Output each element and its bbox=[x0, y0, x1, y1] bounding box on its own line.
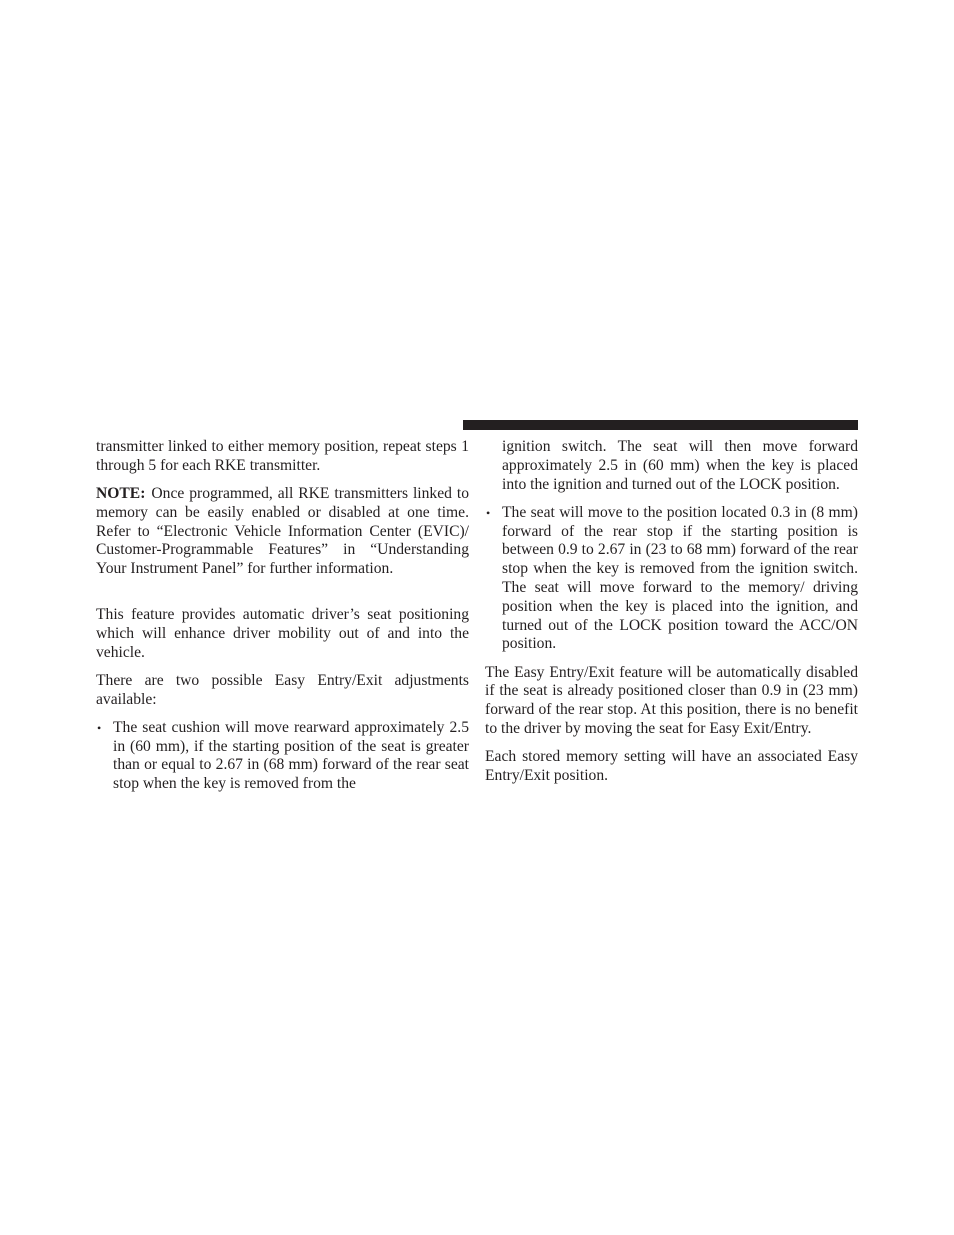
note-text: Once programmed, all RKE transmitters linked to memory can be easily enabled or disabled at one time. Refer to “Electronic Vehicle Information Center (EVIC)/ Customer-Programmable Features” in “Understanding Your Instrument Panel” for further information. bbox=[96, 484, 469, 578]
section-header-bar bbox=[463, 420, 858, 430]
adjustments-paragraph: There are two possible Easy Entry/Exit adjustments available: bbox=[96, 671, 469, 708]
continued-paragraph: transmitter linked to either memory position, repeat steps 1 through 5 for each RKE transmitter. bbox=[96, 438, 469, 474]
list-item-text: The seat will move to the position located 0.3 in (8 mm) forward of the rear stop if the starting position is between 0.9 to 2.67 in (23 to 68 mm) forward of the rear stop when the key is removed from the ignition switch. The seat will move forward to the memory/ driving position when the key is placed into the ignition, and turned out of the LOCK position toward the ACC/ON position. bbox=[502, 503, 858, 653]
bullet-icon: • bbox=[97, 720, 102, 735]
adjustments-list bbox=[96, 719, 469, 794]
left-column bbox=[96, 438, 469, 803]
bullet-continued-text: ignition switch. The seat will then move forward approximately 2.5 in (60 mm) when the key is placed into the ignition and turned out of the LOCK position. bbox=[502, 438, 858, 493]
disabled-paragraph: The Easy Entry/Exit feature will be automatically disabled if the seat is already positioned closer than 0.9 in (23 mm) forward of the rear stop. At this position, there is no benefit to the driver by moving the seat for Easy Exit/Entry. bbox=[485, 663, 858, 737]
right-column bbox=[485, 438, 858, 795]
intro-paragraph: This feature provides automatic driver’s seat positioning which will enhance driver mobility out of and into the vehicle. bbox=[96, 605, 469, 661]
note-label: NOTE: bbox=[96, 484, 146, 502]
bullet-icon: • bbox=[486, 505, 491, 520]
list-item-text: The seat cushion will move rearward approximately 2.5 in (60 mm), if the starting position of the seat is greater than or equal to 2.67 in (68 mm) forward of the rear seat stop when the key is removed from the bbox=[113, 718, 469, 793]
note-paragraph bbox=[96, 485, 469, 579]
adjustments-list-continued bbox=[485, 504, 858, 654]
stored-memory-paragraph: Each stored memory setting will have an associated Easy Entry/Exit position. bbox=[485, 748, 858, 784]
list-item bbox=[96, 719, 469, 794]
list-item bbox=[485, 504, 858, 654]
